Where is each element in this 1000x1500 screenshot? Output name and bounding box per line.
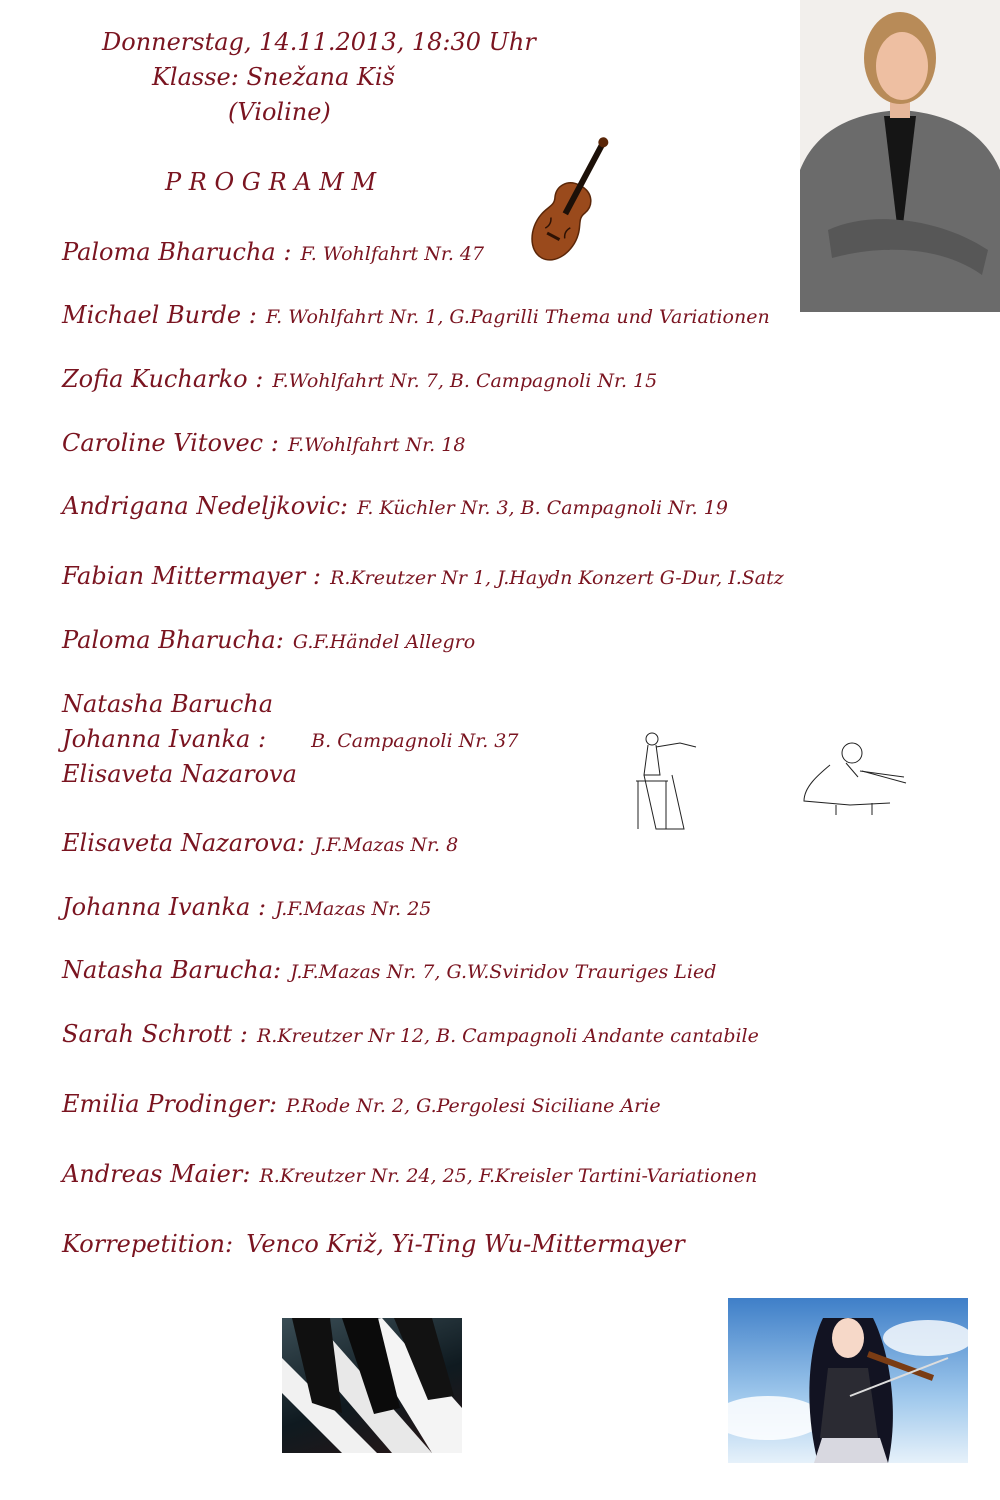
trio-name: Elisaveta Nazarova: [62, 760, 297, 788]
performer-works: R.Kreutzer Nr 1, J.Haydn Konzert G-Dur, I.Satz: [330, 567, 784, 589]
accompaniment-names: Venco Križ, Yi-Ting Wu-Mittermayer: [246, 1230, 685, 1258]
performer-name: Michael Burde :: [62, 301, 257, 329]
program-row: [62, 365, 657, 393]
trio-name: Johanna Ivanka :: [62, 725, 267, 753]
performer-works: R.Kreutzer Nr 12, B. Campagnoli Andante cantabile: [256, 1025, 759, 1047]
accompaniment-label: Korrepetition:: [62, 1230, 234, 1258]
trio-works: B. Campagnoli Nr. 37: [311, 730, 519, 752]
class-line: Klasse: Snežana Kiš: [152, 63, 395, 91]
performer-works: F.Wohlfahrt Nr. 7, B. Campagnoli Nr. 15: [272, 370, 658, 392]
trio-name: Natasha Barucha: [62, 690, 274, 718]
performer-works: F. Wohlfahrt Nr. 47: [300, 243, 485, 265]
program-row: [62, 1020, 759, 1048]
trio-row: [62, 725, 518, 753]
anime-violinist-illustration: [728, 1298, 968, 1463]
portrait-photo: [800, 0, 1000, 312]
program-row: [62, 301, 770, 329]
violin-image: [515, 125, 625, 285]
accompaniment-row: [62, 1230, 685, 1258]
performer-name: Sarah Schrott :: [62, 1020, 248, 1048]
instrument-line: (Violine): [228, 98, 331, 126]
performer-works: G.F.Händel Allegro: [292, 631, 476, 653]
performer-works: F.Wohlfahrt Nr. 18: [287, 434, 466, 456]
program-row: [62, 562, 784, 590]
performer-name: Andreas Maier:: [62, 1160, 251, 1188]
performer-name: Elisaveta Nazarova:: [62, 829, 305, 857]
program-row: [62, 429, 465, 457]
performer-name: Fabian Mittermayer :: [62, 562, 321, 590]
program-row: [62, 956, 716, 984]
performer-name: Zofia Kucharko :: [62, 365, 264, 393]
concert-date: Donnerstag, 14.11.2013, 18:30 Uhr: [102, 28, 536, 56]
performer-works: P.Rode Nr. 2, G.Pergolesi Siciliane Arie: [286, 1095, 661, 1117]
performer-works: J.F.Mazas Nr. 8: [314, 834, 459, 856]
program-row: [62, 1090, 661, 1118]
program-title: P R O G R A M M: [165, 168, 377, 196]
performer-name: Caroline Vitovec :: [62, 429, 279, 457]
program-row: [62, 492, 728, 520]
performer-works: J.F.Mazas Nr. 25: [275, 898, 432, 920]
performer-name: Paloma Bharucha :: [62, 238, 292, 266]
performer-works: R.Kreutzer Nr. 24, 25, F.Kreisler Tartini-Variationen: [259, 1165, 758, 1187]
performer-name: Emilia Prodinger:: [62, 1090, 277, 1118]
performer-name: Johanna Ivanka :: [62, 893, 267, 921]
violinist-sketch: [800, 735, 915, 815]
seated-violinist-sketch: [630, 725, 705, 835]
program-row: [62, 626, 475, 654]
performer-name: Natasha Barucha:: [62, 956, 282, 984]
performer-works: F. Wohlfahrt Nr. 1, G.Pagrilli Thema und Variationen: [265, 306, 770, 328]
program-row: [62, 893, 431, 921]
program-row: [62, 1160, 757, 1188]
program-row: [62, 238, 484, 266]
program-row: [62, 829, 458, 857]
performer-name: Paloma Bharucha:: [62, 626, 284, 654]
performer-works: J.F.Mazas Nr. 7, G.W.Sviridov Trauriges Lied: [290, 961, 717, 983]
piano-keys-photo: [282, 1318, 462, 1453]
performer-works: F. Küchler Nr. 3, B. Campagnoli Nr. 19: [357, 497, 728, 519]
performer-name: Andrigana Nedeljkovic:: [62, 492, 349, 520]
